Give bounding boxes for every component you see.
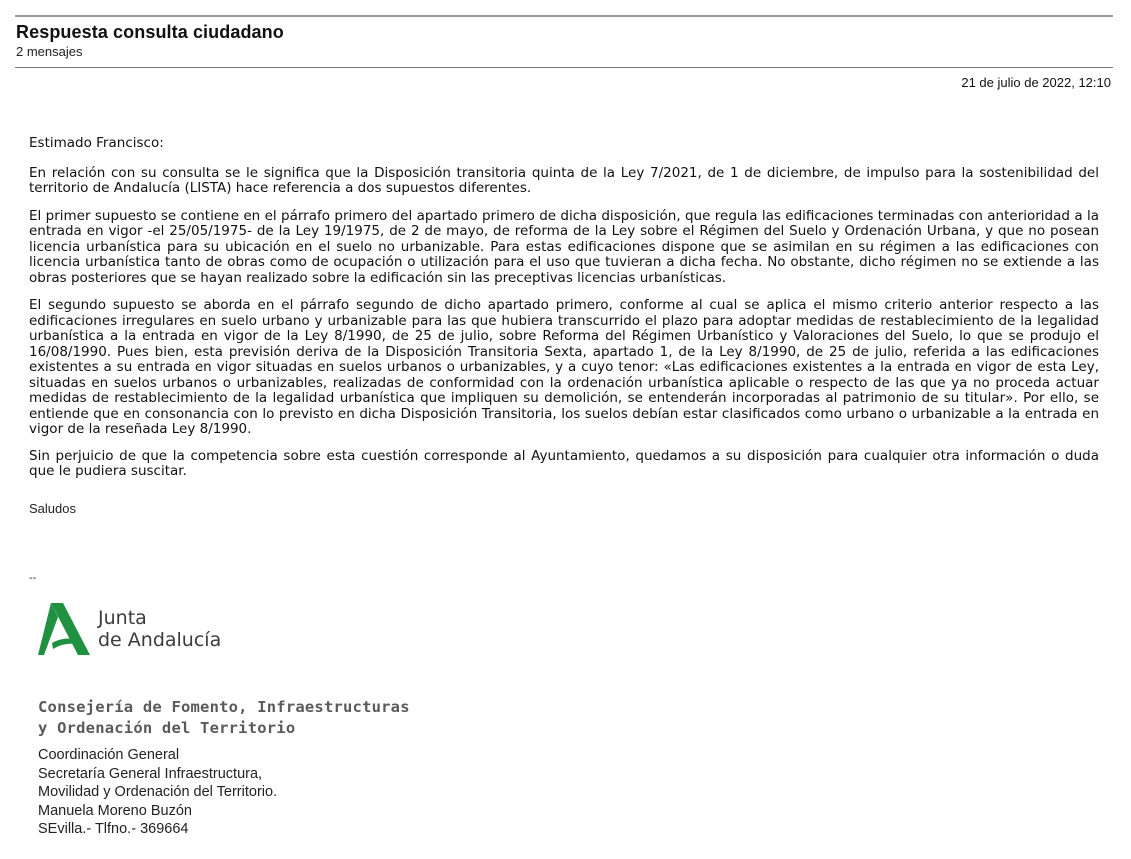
logo-wordmark [98, 607, 221, 651]
contact-line: Manuela Moreno Buzón [38, 802, 192, 819]
header-divider [15, 67, 1113, 68]
message-body [29, 136, 1099, 492]
contact-line: SEvilla.- Tlfno.- 369664 [38, 821, 189, 837]
logo-a-icon [38, 603, 90, 655]
message-count: 2 mensajes [16, 44, 83, 59]
top-divider [15, 15, 1113, 17]
contact-line: Secretaría General Infraestructura, [38, 765, 263, 782]
consejeria-name [38, 697, 410, 739]
contact-line: Movilidad y Ordenación del Territorio. [38, 784, 278, 800]
paragraph-3: El segundo supuesto se aborda en el párrafo segundo de dicho apartado primero, conforme al cual se aplica el mismo criterio anterior respecto a las edificaciones irregulares en suelo urbano y urbanizable para las que hubiera transcurrido el plazo para adoptar medidas de restablecimiento de la legalidad urbanística a la entrada en vigor de la Ley 8/1990, de 25 de julio, sobre Reforma del Régimen Urbanístico y Valoraciones del Suelo, lo que se produjo el 16/08/1990. Pues bien, esta previsión deriva de la Disposición Transitoria Sexta, apartado 1, de la Ley 8/1990, de 25 de julio, referida a las edificaciones existentes a su entrada en vigor situadas en suelos urbanos o urbanizables, y a cuyo tenor: «Las edificaciones existentes a la entrada en vigor de esta Ley, situadas en suelos urbanos o urbanizables, realizadas de conformidad con la ordenación urbanística aplicable o respecto de las que ya no proceda actuar medidas de restablecimiento de la legalidad urbanística que impliquen su demolición, se entenderán incorporadas al patrimonio de su titular». Por ello, se entiende que en consonancia con lo previsto en dicha Disposición Transitoria, los suelos debían estar clasificados como urbano o urbanizable a la entrada en vigor de la reseñada Ley 8/1990. [29, 297, 1099, 437]
signature-contact [38, 746, 277, 839]
email-subject: Respuesta consulta ciudadano [16, 22, 284, 42]
signature-separator: -- [29, 572, 37, 584]
logo-line-1: Junta [98, 607, 147, 629]
paragraph-2: El primer supuesto se contiene en el párrafo primero del apartado primero de dicha disposición, que regula las edificaciones terminadas con anterioridad a la entrada en vigor -el 25/05/1975- de la Ley 19/1975, de 2 de mayo, de reforma de la Ley sobre el Régimen del Suelo y Ordenación Urbana, y que no posean licencia urbanística para su ubicación en el suelo no urbanizable. Para estas edificaciones dispone que se asimilan en su régimen a las edificaciones con licencia urbanística tanto de obras como de ocupación o utilización para el uso que tuvieran a dicha fecha. No obstante, dicho régimen no se extiende a las obras posteriores que se hayan realizado sobre la edificación sin las preceptivas licencias urbanísticas. [29, 207, 1099, 286]
paragraph-4: Sin perjuicio de que la competencia sobre esta cuestión corresponde al Ayuntamiento, quedamos a su disposición para cualquier otra información o duda que le pudiera suscitar. [29, 447, 1099, 479]
consejeria-line-1: Consejería de Fomento, Infraestructuras [38, 698, 410, 716]
consejeria-line-2: y Ordenación del Territorio [38, 719, 296, 737]
closing: Saludos [29, 501, 76, 516]
message-date: 21 de julio de 2022, 12:10 [961, 75, 1111, 90]
contact-line: Coordinación General [38, 747, 180, 763]
greeting: Estimado Francisco: [29, 135, 164, 151]
logo-line-2: de Andalucía [98, 629, 222, 651]
paragraph-1: En relación con su consulta se le significa que la Disposición transitoria quinta de la Ley 7/2021, de 1 de diciembre, de impulso para la sostenibilidad del territorio de Andalucía (LISTA) hace referencia a dos supuestos diferentes. [29, 164, 1099, 196]
